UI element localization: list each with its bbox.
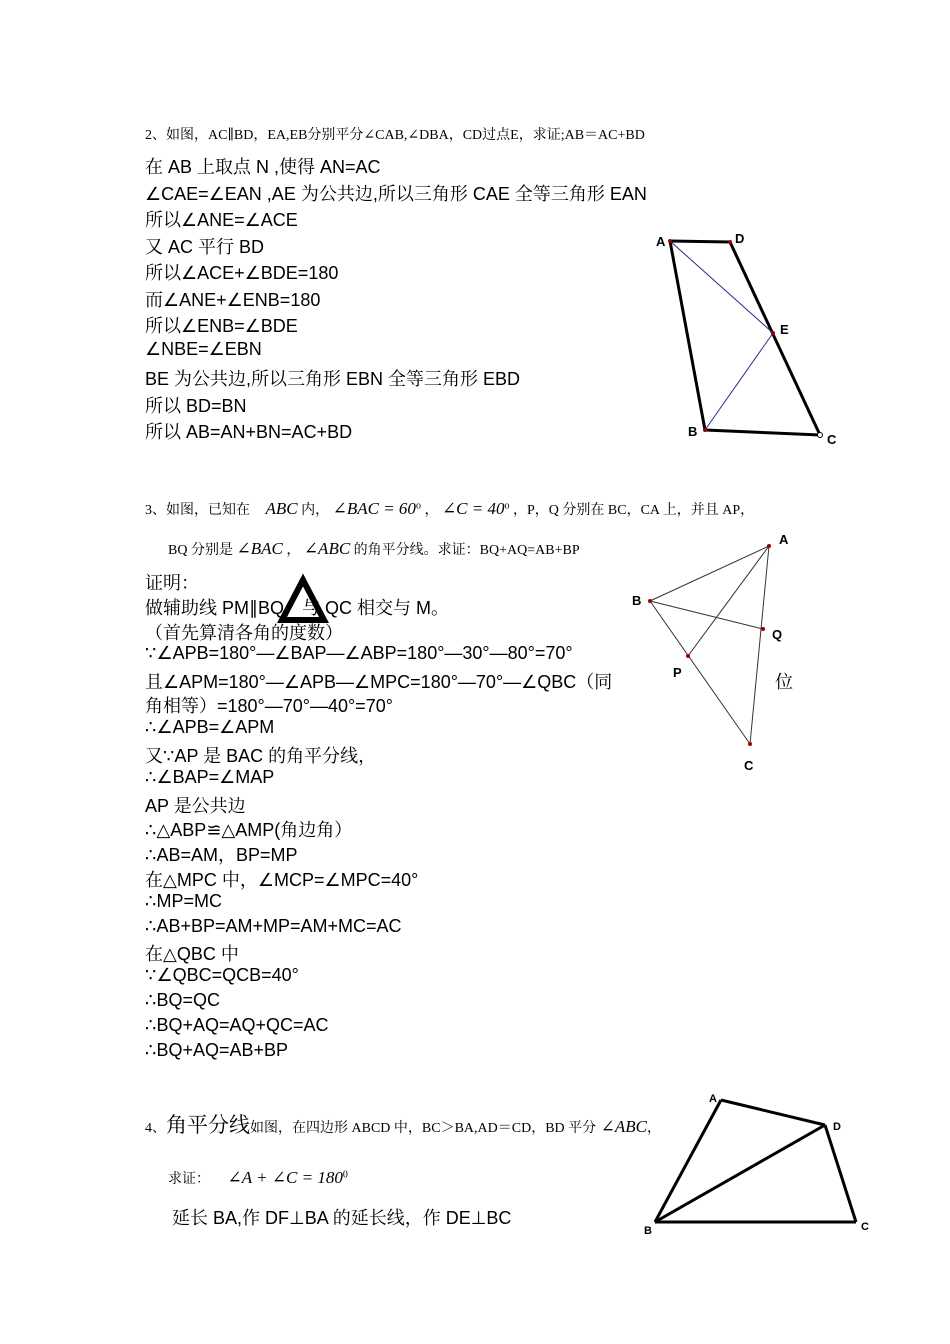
problem2-figure xyxy=(650,225,850,455)
edge-ab xyxy=(650,546,769,601)
problem3-line-5: 又∵AP 是 BAC 的角平分线， xyxy=(145,746,377,766)
label-c: C xyxy=(744,758,754,773)
problem3-line-4: ∴∠APB=∠APM xyxy=(145,717,275,737)
problem3-note: （首先算清各角的度数） xyxy=(145,623,343,643)
problem3-title-angle1: ∠BAC = 60 xyxy=(332,499,416,518)
label-q: Q xyxy=(772,627,783,642)
label-a: A xyxy=(779,532,789,547)
problem4-prove xyxy=(168,1168,348,1188)
problem3-title-abc: ABC xyxy=(265,499,298,518)
degree-mark: o xyxy=(415,500,421,512)
problem4-title-text: 如图，在四边形 ABCD 中，BC＞BA,AD＝CD，BD 平分 xyxy=(250,1121,597,1136)
problem3-line-10: 在△MPC 中，∠MCP=∠MPC=40° xyxy=(145,870,419,890)
problem3-line-2a: 且∠APM=180°—∠APB—∠MPC=180°—70°—∠QBC（同 xyxy=(145,672,613,692)
problem2-line-11: 所以 AB=AN+BN=AC+BD xyxy=(145,422,353,442)
problem3-line2-post: 的角平分线。求证：BQ+AQ=AB+BP xyxy=(353,543,580,558)
problem2-line-2: ∠CAE=∠EAN ,AE 为公共边,所以三角形 CAE 全等三角形 EAN xyxy=(145,184,647,204)
segment-ap xyxy=(688,546,769,656)
problem4-prove-degree: 0 xyxy=(342,1169,348,1181)
problem4-figure xyxy=(640,1090,875,1240)
point-c xyxy=(748,742,752,746)
problem2-line-10: 所以 BD=BN xyxy=(145,396,247,416)
label-c: C xyxy=(861,1221,869,1233)
edge-ab xyxy=(670,241,705,430)
problem3-figure xyxy=(625,525,805,775)
problem3-line-14: ∵∠QBC=QCB=40° xyxy=(145,965,299,985)
problem4-prove-expr: ∠A + ∠C = 180 xyxy=(227,1168,343,1187)
problem3-aux-line: 做辅助线 PM∥BQ，与 QC 相交与 M。 xyxy=(145,598,450,618)
problem3-line-1: ∵∠APB=180°—∠BAP—∠ABP=180°—30°—80°=70° xyxy=(145,643,573,663)
problem3-line-15: ∴BQ=QC xyxy=(145,990,220,1010)
problem3-title-post: ，P，Q 分别在 BC，CA 上，并且 AP， xyxy=(513,503,755,518)
point-b xyxy=(648,599,652,603)
point-a xyxy=(668,239,672,243)
problem3-title-angle2: ∠C = 40 xyxy=(441,499,505,518)
problem4-prove-label: 求证： xyxy=(168,1172,210,1187)
label-d: D xyxy=(735,231,745,246)
problem2-line-4: 又 AC 平行 BD xyxy=(145,237,265,257)
problem3-title-line2 xyxy=(168,539,580,559)
problem4-title-end: ， xyxy=(646,1121,661,1136)
problem3-title xyxy=(145,499,754,519)
problem3-line-6: ∴∠BAP=∠MAP xyxy=(145,767,275,787)
label-e: E xyxy=(780,322,789,337)
problem4-title-angle: ∠ABC xyxy=(600,1117,647,1136)
edge-ac xyxy=(750,546,769,744)
problem3-line2-pre: BQ 分别是 xyxy=(168,543,233,558)
point-b xyxy=(703,428,707,432)
problem2-line-1: 在 AB 上取点 N ,使得 AN=AC xyxy=(145,157,381,177)
problem3-line-3: 角相等）=180°—70°—40°=70° xyxy=(145,696,393,716)
problem3-line-13: 在△QBC 中 xyxy=(145,944,239,964)
degree-mark: o xyxy=(504,500,510,512)
problem2-line-8: ∠NBE=∠EBN xyxy=(145,339,262,359)
problem2-line-6: 而∠ANE+∠ENB=180 xyxy=(145,290,321,310)
problem2-line-3: 所以∠ANE=∠ACE xyxy=(145,210,298,230)
problem3-proof-label: 证明： xyxy=(145,573,199,593)
problem3-line-2b: 位 xyxy=(775,672,793,692)
label-d: D xyxy=(833,1121,841,1133)
problem2-line-7: 所以∠ENB=∠BDE xyxy=(145,316,298,336)
label-b: B xyxy=(632,593,642,608)
problem2-title: 2、如图，AC∥BD，EA,EB分别平分∠CAB,∠DBA，CD过点E，求证;AB＝AC+BD xyxy=(145,128,645,143)
label-a: A xyxy=(709,1093,717,1105)
problem3-line2-angle1: ∠BAC xyxy=(236,539,283,558)
problem3-line-17: ∴BQ+AQ=AB+BP xyxy=(145,1040,289,1060)
point-d xyxy=(728,240,732,244)
problem2-line-5: 所以∠ACE+∠BDE=180 xyxy=(145,263,339,283)
problem2-line-9: BE 为公共边,所以三角形 EBN 全等三角形 EBD xyxy=(145,369,521,389)
problem3-line-16: ∴BQ+AQ=AQ+QC=AC xyxy=(145,1015,329,1035)
problem3-line-12: ∴AB+BP=AM+MP=AM+MC=AC xyxy=(145,916,402,936)
problem4-line-1: 延长 BA,作 DF⊥BA 的延长线，作 DE⊥BC xyxy=(172,1208,512,1228)
label-a: A xyxy=(656,234,666,249)
label-c: C xyxy=(827,432,837,447)
point-p xyxy=(686,654,690,658)
label-b: B xyxy=(644,1225,652,1237)
problem3-line-8: ∴△ABP≌△AMP(角边角） xyxy=(145,820,353,840)
label-b: B xyxy=(688,424,698,439)
point-a xyxy=(767,544,771,548)
edge-dc xyxy=(825,1125,856,1222)
problem4-heading: 角平分线 xyxy=(166,1114,250,1137)
problem3-line-11: ∴MP=MC xyxy=(145,891,222,911)
point-c xyxy=(818,433,823,438)
problem3-title-pre: 3、如图，已知在 xyxy=(145,503,250,518)
problem4-title xyxy=(145,1109,661,1139)
label-p: P xyxy=(673,665,682,680)
point-e xyxy=(771,331,775,335)
problem3-title-sep: ， xyxy=(424,503,439,518)
triangle-icon xyxy=(278,576,328,624)
point-q xyxy=(761,627,765,631)
problem3-line2-angle2: ∠ABC xyxy=(303,539,351,558)
problem4-number: 4、 xyxy=(145,1121,166,1136)
problem3-title-mid: 内， xyxy=(301,503,330,518)
edge-ad xyxy=(721,1100,825,1125)
problem3-line-7: AP 是公共边 xyxy=(145,796,246,816)
problem3-line2-sep: ， xyxy=(286,543,301,558)
problem3-line-9: ∴AB=AM，BP=MP xyxy=(145,845,298,865)
edge-bc xyxy=(705,430,820,435)
edge-ad xyxy=(670,241,730,242)
edge-dc xyxy=(730,242,820,435)
segment-be xyxy=(705,333,773,430)
